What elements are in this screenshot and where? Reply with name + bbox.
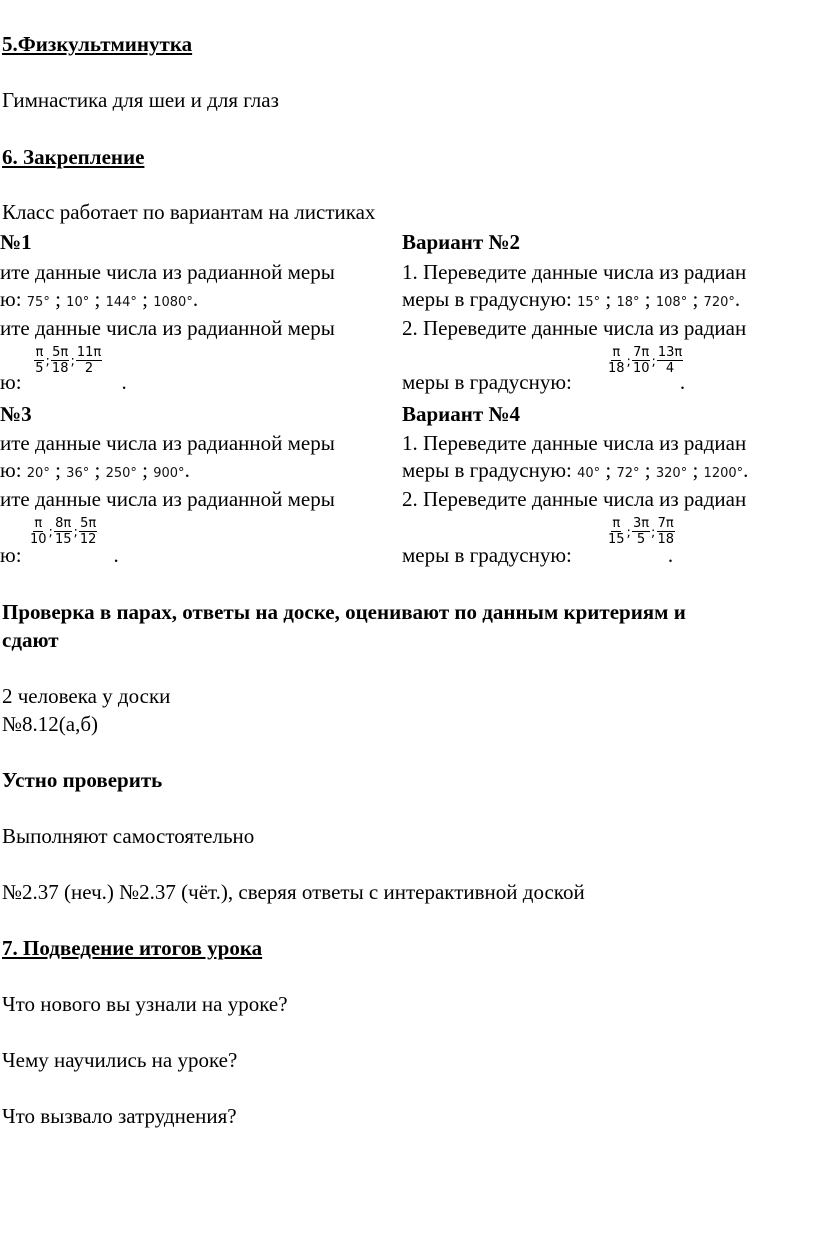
- value: 40°: [577, 466, 601, 481]
- value: 720°: [703, 295, 735, 310]
- value: 15°: [577, 295, 601, 310]
- value: 20°: [26, 466, 50, 481]
- variant3-task1-prefix: ю:: [0, 458, 22, 482]
- variant4-task1-line1: 1. Переведите данные числа из радиан: [402, 431, 747, 455]
- value: 72°: [616, 466, 640, 481]
- value: 10°: [66, 295, 90, 310]
- check-oral: Устно проверить: [2, 768, 163, 792]
- variant1-task2-prefix-row: ю: .: [0, 370, 127, 394]
- variant4-task2-prefix-row: меры в градусную: .: [402, 543, 674, 567]
- variant2-task2-prefix: меры в градусную:: [402, 370, 572, 394]
- variant1-task1-values: ю: 75° ; 10° ; 144° ; 1080°.: [0, 287, 199, 311]
- variant1-task2-line1: ите данные числа из радианной меры: [0, 316, 335, 340]
- value: 18°: [616, 295, 640, 310]
- fraction: $\frac{5\pi}{12}$: [79, 516, 97, 547]
- check-self: Выполняют самостоятельно: [2, 824, 255, 848]
- variant1-header: №1: [0, 230, 32, 254]
- value: 1080°: [153, 295, 193, 310]
- variant4-task2-prefix: меры в градусную:: [402, 543, 572, 567]
- check-title-line2: сдают: [2, 628, 59, 652]
- section7-title: 7. Подведение итогов урока: [2, 936, 263, 960]
- variant3-task2-line1: ите данные числа из радианной меры: [0, 487, 335, 511]
- section5-text: Гимнастика для шеи и для глаз: [2, 88, 279, 112]
- check-tasks: №2.37 (неч.) №2.37 (чёт.), сверяя ответы с интерактивной доской: [2, 880, 585, 904]
- variant2-task2-prefix-row: меры в градусную: .: [402, 370, 686, 394]
- variant2-header: Вариант №2: [402, 230, 521, 254]
- value: 250°: [105, 466, 137, 481]
- variant2-task1-prefix: меры в градусную:: [402, 287, 572, 311]
- fraction: $\frac{3\pi}{5}$: [632, 516, 650, 547]
- value: 900°: [153, 466, 185, 481]
- variant3-task2-prefix: ю:: [0, 543, 22, 567]
- section6-title: 6. Закрепление: [2, 145, 145, 169]
- variant2-task2-values: $\frac{\pi}{18}$ ; $\frac{7\pi}{10}$ ; $\frac{13\pi}{4}$: [608, 345, 683, 376]
- variant3-task1-line1: ите данные числа из радианной меры: [0, 431, 335, 455]
- fraction: $\frac{5\pi}{18}$: [51, 345, 69, 376]
- variant3-header: №3: [0, 402, 32, 426]
- fraction: $\frac{\pi}{18}$: [608, 345, 625, 376]
- variant3-task1-values: ю: 20° ; 36° ; 250° ; 900°.: [0, 458, 190, 482]
- fraction: $\frac{13\pi}{4}$: [657, 345, 683, 376]
- check-title-line1: Проверка в парах, ответы на доске, оценивают по данным критериям и: [2, 600, 686, 624]
- section5-title: 5.Физкультминутка: [2, 32, 193, 56]
- variant1-task1-line1: ите данные числа из радианной меры: [0, 260, 335, 284]
- value: 144°: [105, 295, 137, 310]
- variant1-task2-values: $\frac{\pi}{5}$ ; $\frac{5\pi}{18}$ ; $\frac{11\pi}{2}$: [35, 345, 102, 376]
- section7-q3: Что вызвало затруднения?: [2, 1104, 237, 1128]
- value: 1200°: [703, 466, 744, 481]
- fraction: $\frac{\pi}{5}$: [35, 345, 44, 376]
- variant2-task1-line1: 1. Переведите данные числа из радиан: [402, 260, 747, 284]
- variant2-task2-line1: 2. Переведите данные числа из радиан: [402, 316, 747, 340]
- fraction: $\frac{7\pi}{18}$: [657, 516, 674, 547]
- variant3-task2-prefix-row: ю: .: [0, 543, 119, 567]
- section7-q2: Чему научились на уроке?: [2, 1048, 238, 1072]
- section6-text: Класс работает по вариантам на листиках: [2, 200, 376, 224]
- variant4-task1-prefix: меры в градусную:: [402, 458, 572, 482]
- variant4-header: Вариант №4: [402, 402, 521, 426]
- variant4-task2-values: $\frac{\pi}{15}$ ; $\frac{3\pi}{5}$ ; $\frac{7\pi}{18}$: [608, 516, 674, 547]
- fraction: $\frac{\pi}{10}$: [30, 516, 47, 547]
- fraction: $\frac{11\pi}{2}$: [76, 345, 102, 376]
- fraction: $\frac{7\pi}{10}$: [632, 345, 650, 376]
- variant1-task1-prefix: ю:: [0, 287, 22, 311]
- value: 320°: [655, 466, 688, 481]
- check-board: 2 человека у доски: [2, 684, 171, 708]
- value: 36°: [66, 466, 90, 481]
- fraction: $\frac{\pi}{15}$: [608, 516, 625, 547]
- variant2-task1-values: меры в градусную: 15° ; 18° ; 108° ; 720°.: [402, 287, 741, 311]
- variant1-task2-prefix: ю:: [0, 370, 22, 394]
- variant3-task2-values: $\frac{\pi}{10}$ ; $\frac{8\pi}{15}$ ; $\frac{5\pi}{12}$: [30, 516, 97, 547]
- value: 75°: [26, 295, 50, 310]
- value: 108°: [655, 295, 688, 310]
- section7-q1: Что нового вы узнали на уроке?: [2, 992, 288, 1016]
- variant4-task2-line1: 2. Переведите данные числа из радиан: [402, 487, 747, 511]
- fraction: $\frac{8\pi}{15}$: [54, 516, 72, 547]
- check-task: №8.12(а,б): [2, 712, 99, 736]
- variant4-task1-values: меры в градусную: 40° ; 72° ; 320° ; 1200°.: [402, 458, 749, 482]
